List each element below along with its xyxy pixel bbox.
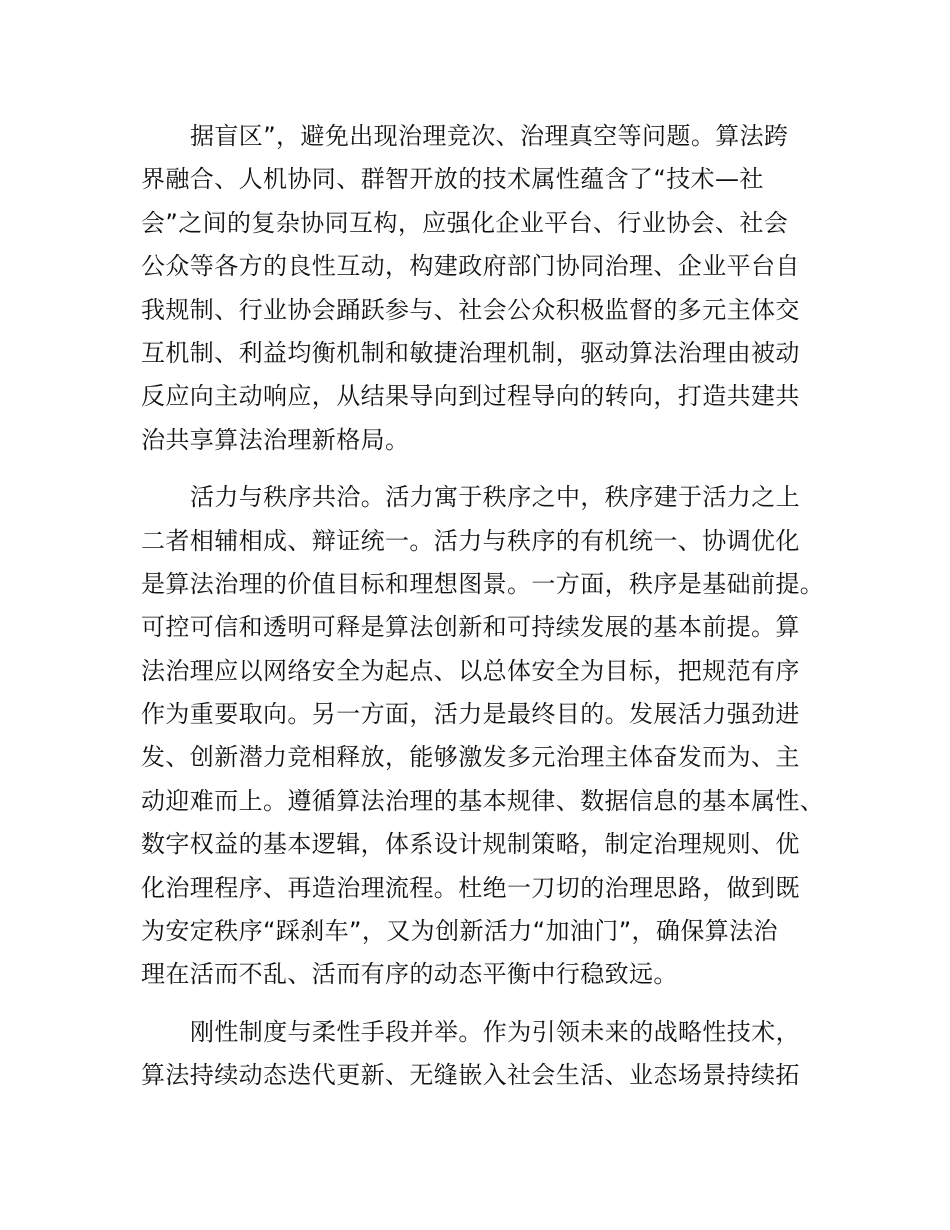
text-line: 互机制、利益均衡机制和敏捷治理机制，驱动算法治理由被动 — [141, 338, 800, 367]
text-line: 理在活而不乱、活而有序的动态平衡中行稳致远。 — [141, 960, 678, 989]
text-line: 据盲区”，避免出现治理竞次、治理真空等问题。算法跨 — [190, 122, 789, 150]
text-line: 可控可信和透明可释是算法创新和可持续发展的基本前提。算 — [141, 613, 800, 642]
text-line: 公众等各方的良性互动，构建政府部门协同治理、企业平台自 — [141, 252, 800, 281]
text-line: 界融合、人机协同、群智开放的技术属性蕴含了“技术—社 — [141, 165, 764, 194]
text-line: 化治理程序、再造治理流程。杜绝一刀切的治理思路，做到既 — [141, 873, 800, 902]
text-line: 活力与秩序共洽。活力寓于秩序之中，秩序建于活力之上 — [190, 483, 800, 512]
text-line: 反应向主动响应，从结果导向到过程导向的转向，打造共建共 — [141, 382, 800, 411]
text-line: 是算法治理的价值目标和理想图景。一方面，秩序是基础前提。 — [141, 569, 825, 598]
paragraph-2 — [141, 476, 825, 997]
text-line: 我规制、行业协会踊跃参与、社会公众积极监督的多元主体交 — [141, 295, 800, 324]
paragraph-3 — [141, 1011, 821, 1098]
paragraph-1 — [141, 115, 821, 462]
text-line: 会”之间的复杂协同互构，应强化企业平台、行业协会、社会 — [141, 208, 789, 237]
text-line: 二者相辅相成、辩证统一。活力与秩序的有机统一、协调优化 — [141, 526, 800, 555]
text-line: 发、创新潜力竞相释放，能够激发多元治理主体奋发而为、主 — [141, 743, 800, 772]
text-line: 法治理应以网络安全为起点、以总体安全为目标，把规范有序 — [141, 656, 800, 685]
text-line: 动迎难而上。遵循算法治理的基本规律、数据信息的基本属性、 — [141, 786, 825, 815]
text-line: 刚性制度与柔性手段并举。作为引领未来的战略性技术， — [190, 1017, 800, 1046]
text-line: 数字权益的基本逻辑，体系设计规制策略，制定治理规则、优 — [141, 830, 800, 859]
document-body — [141, 115, 825, 1098]
text-line: 为安定秩序“踩刹车”，又为创新活力“加油门”，确保算法治 — [141, 917, 778, 946]
text-line: 治共享算法治理新格局。 — [141, 425, 410, 454]
text-line: 作为重要取向。另一方面，活力是最终目的。发展活力强劲进 — [141, 700, 800, 729]
text-line: 算法持续动态迭代更新、无缝嵌入社会生活、业态场景持续拓 — [141, 1061, 800, 1090]
